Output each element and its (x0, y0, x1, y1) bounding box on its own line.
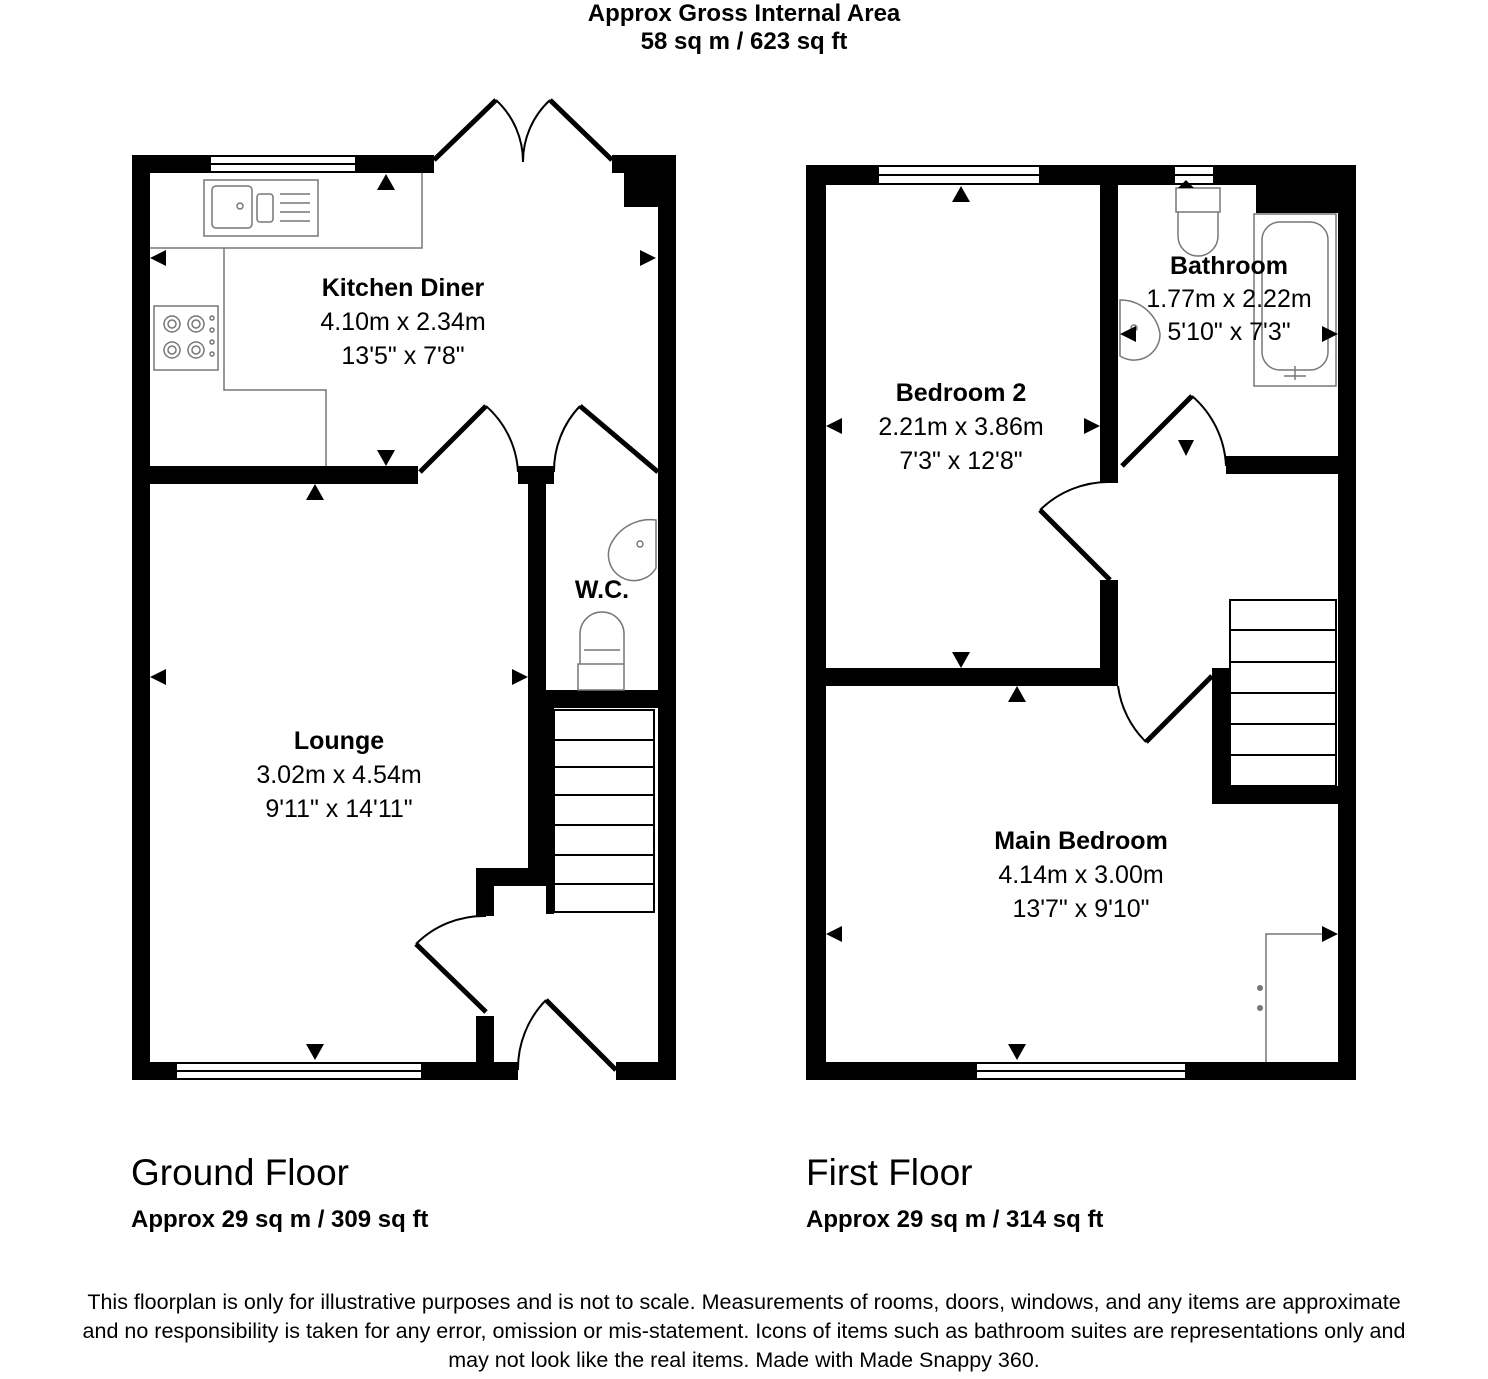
wall (546, 690, 554, 914)
wall (806, 1062, 976, 1080)
toilet-icon (578, 664, 624, 690)
first-stairs (1230, 600, 1336, 786)
wc-name: W.C. (574, 576, 630, 604)
kitchen-imperial: 13'5" x 7'8" (341, 342, 465, 370)
disclaimer-line: may not look like the real items. Made with Made Snappy 360. (448, 1348, 1040, 1372)
toilet-icon (1176, 188, 1220, 212)
bedroom2-name: Bedroom 2 (895, 379, 1027, 407)
bathroom-name: Bathroom (1169, 252, 1289, 280)
wall (132, 155, 150, 1080)
bathroom-metric: 1.77m x 2.22m (1146, 285, 1312, 313)
ground-floor-title: Ground Floor (131, 1152, 349, 1193)
main-bedroom-metric: 4.14m x 3.00m (998, 861, 1164, 889)
sink-icon (204, 180, 318, 236)
wall (1100, 165, 1118, 483)
lounge-imperial: 9'11" x 14'11" (265, 795, 413, 823)
bathroom-imperial: 5'10" x 7'3" (1167, 318, 1291, 346)
wall (616, 1062, 676, 1080)
header-total-area: 58 sq m / 623 sq ft (640, 28, 848, 55)
disclaimer-line: This floorplan is only for illustrative purposes and is not to scale. Measurements of rooms, doors, windows, and any items are approximate (87, 1290, 1401, 1314)
wall (1212, 668, 1230, 804)
wall (422, 1062, 518, 1080)
first-floor-area: Approx 29 sq m / 314 sq ft (806, 1206, 1104, 1233)
floor-captions (131, 1152, 1103, 1233)
header-title: Approx Gross Internal Area (587, 0, 901, 27)
ground-arrows (150, 174, 656, 1060)
room-labels (256, 252, 1311, 923)
kitchen-metric: 4.10m x 2.34m (320, 308, 486, 336)
wall (476, 868, 494, 916)
bedroom2-imperial: 7'3" x 12'8" (899, 447, 1023, 475)
wall (806, 165, 826, 1080)
wall (476, 1016, 494, 1080)
wall (356, 155, 434, 173)
wall (1338, 165, 1356, 1080)
bedroom2-metric: 2.21m x 3.86m (878, 413, 1044, 441)
lounge-metric: 3.02m x 4.54m (256, 761, 422, 789)
wc-fixtures (578, 520, 656, 690)
wall (1212, 786, 1356, 804)
wardrobe-handles (1257, 985, 1263, 1011)
wall (546, 690, 658, 708)
hob-icon (154, 306, 218, 370)
wall (132, 1062, 176, 1080)
first-floor-title: First Floor (806, 1152, 973, 1193)
ground-stairs (554, 710, 654, 912)
wall (1186, 1062, 1356, 1080)
wall (132, 466, 418, 484)
wall (806, 668, 1118, 686)
disclaimer-line: and no responsibility is taken for any error, omission or mis-statement. Icons of items such as bathroom suites are representations only and (82, 1319, 1406, 1343)
wardrobe (1266, 934, 1336, 1062)
disclaimer (0, 1288, 1488, 1375)
lounge-name: Lounge (293, 727, 385, 755)
wall (658, 155, 676, 1080)
main-bedroom-imperial: 13'7" x 9'10" (1012, 895, 1150, 923)
kitchen-name: Kitchen Diner (321, 274, 485, 302)
wall (1226, 456, 1356, 474)
basin-icon (608, 520, 656, 581)
ground-floor-area: Approx 29 sq m / 309 sq ft (131, 1206, 429, 1233)
main-bedroom-name: Main Bedroom (994, 827, 1168, 855)
wall (528, 466, 546, 886)
